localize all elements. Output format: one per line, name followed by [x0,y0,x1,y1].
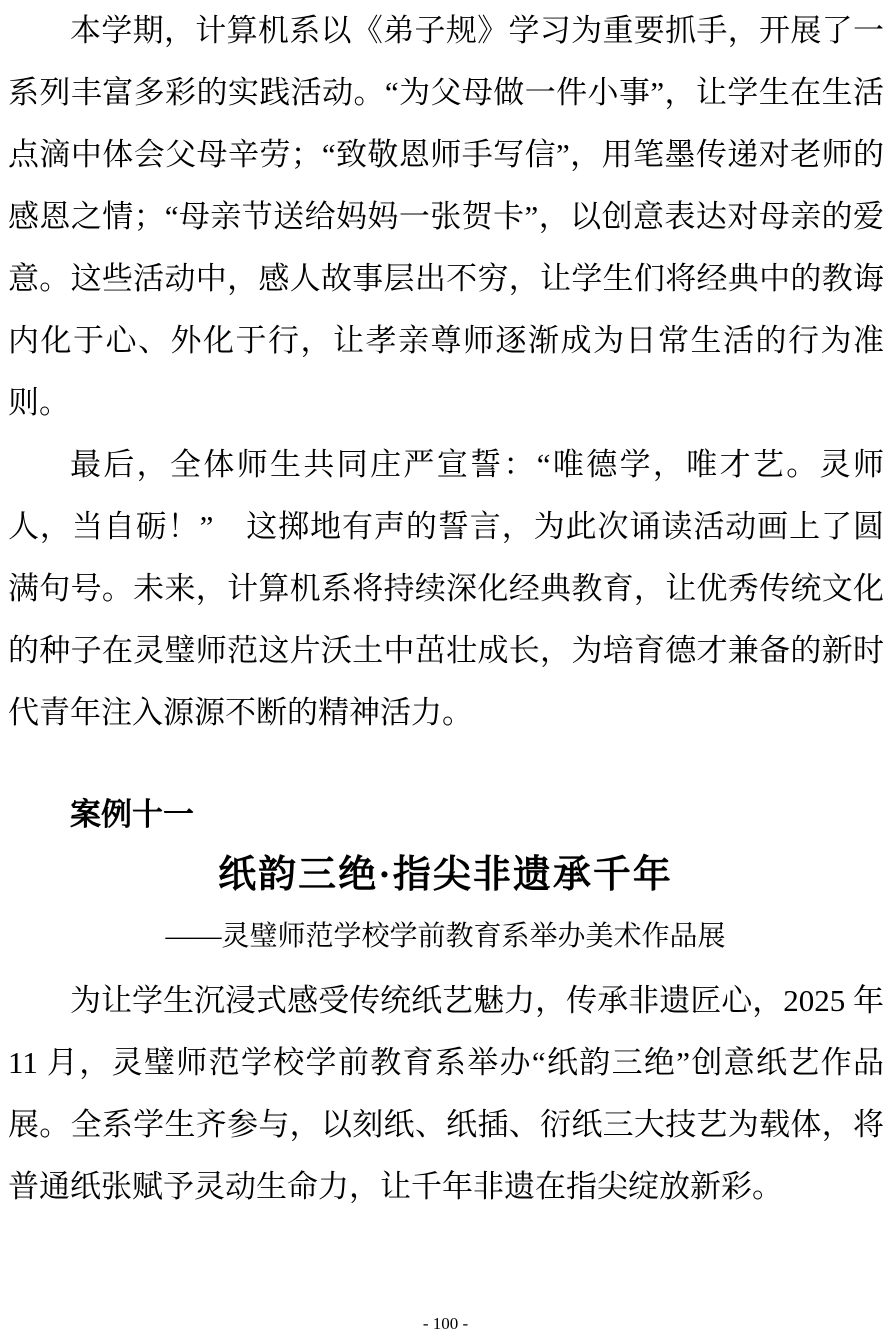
case-title: 纸韵三绝·指尖非遗承千年 [218,854,673,896]
paragraph-oath-conclusion: 最后，全体师生共同庄严宣誓：“唯德学，唯才艺。灵师人，当自砺！” 这掷地有声的誓言，为此次诵读活动画上了圆满句号。未来，计算机系将持续深化经典教育，让优秀传统文化的种子在灵璧师范这片沃土中茁壮成长，为培育德才兼备的新时代青年注入源源不断的精神活力。 [8,447,884,730]
paragraph-paper-art-exhibition: 为让学生沉浸式感受传统纸艺魅力，传承非遗匠心，2025 年 11 月，灵璧师范学校学前教育系举办“纸韵三绝”创意纸艺作品展。全系学生齐参与，以刻纸、纸插、衍纸三大技艺为载体，将普通纸张赋予灵动生命力，让千年非遗在指尖绽放新彩。 [8,983,884,1204]
paragraph-dizigui-activities: 本学期，计算机系以《弟子规》学习为重要抓手，开展了一系列丰富多彩的实践活动。“为父母做一件小事”，让学生在生活点滴中体会父母辛劳；“致敬恩师手写信”，用笔墨传递对老师的感恩之情；“母亲节送给妈妈一张贺卡”，以创意表达对母亲的爱意。这些活动中，感人故事层出不穷，让学生们将经典中的教诲内化于心、外化于行，让孝亲尊师逐渐成为日常生活的行为准则。 [8,13,885,420]
page-number: - 100 - [422,1314,469,1333]
section-heading-case-eleven: 案例十一 [70,797,194,832]
case-subtitle: ——灵璧师范学校学前教育系举办美术作品展 [165,921,726,952]
